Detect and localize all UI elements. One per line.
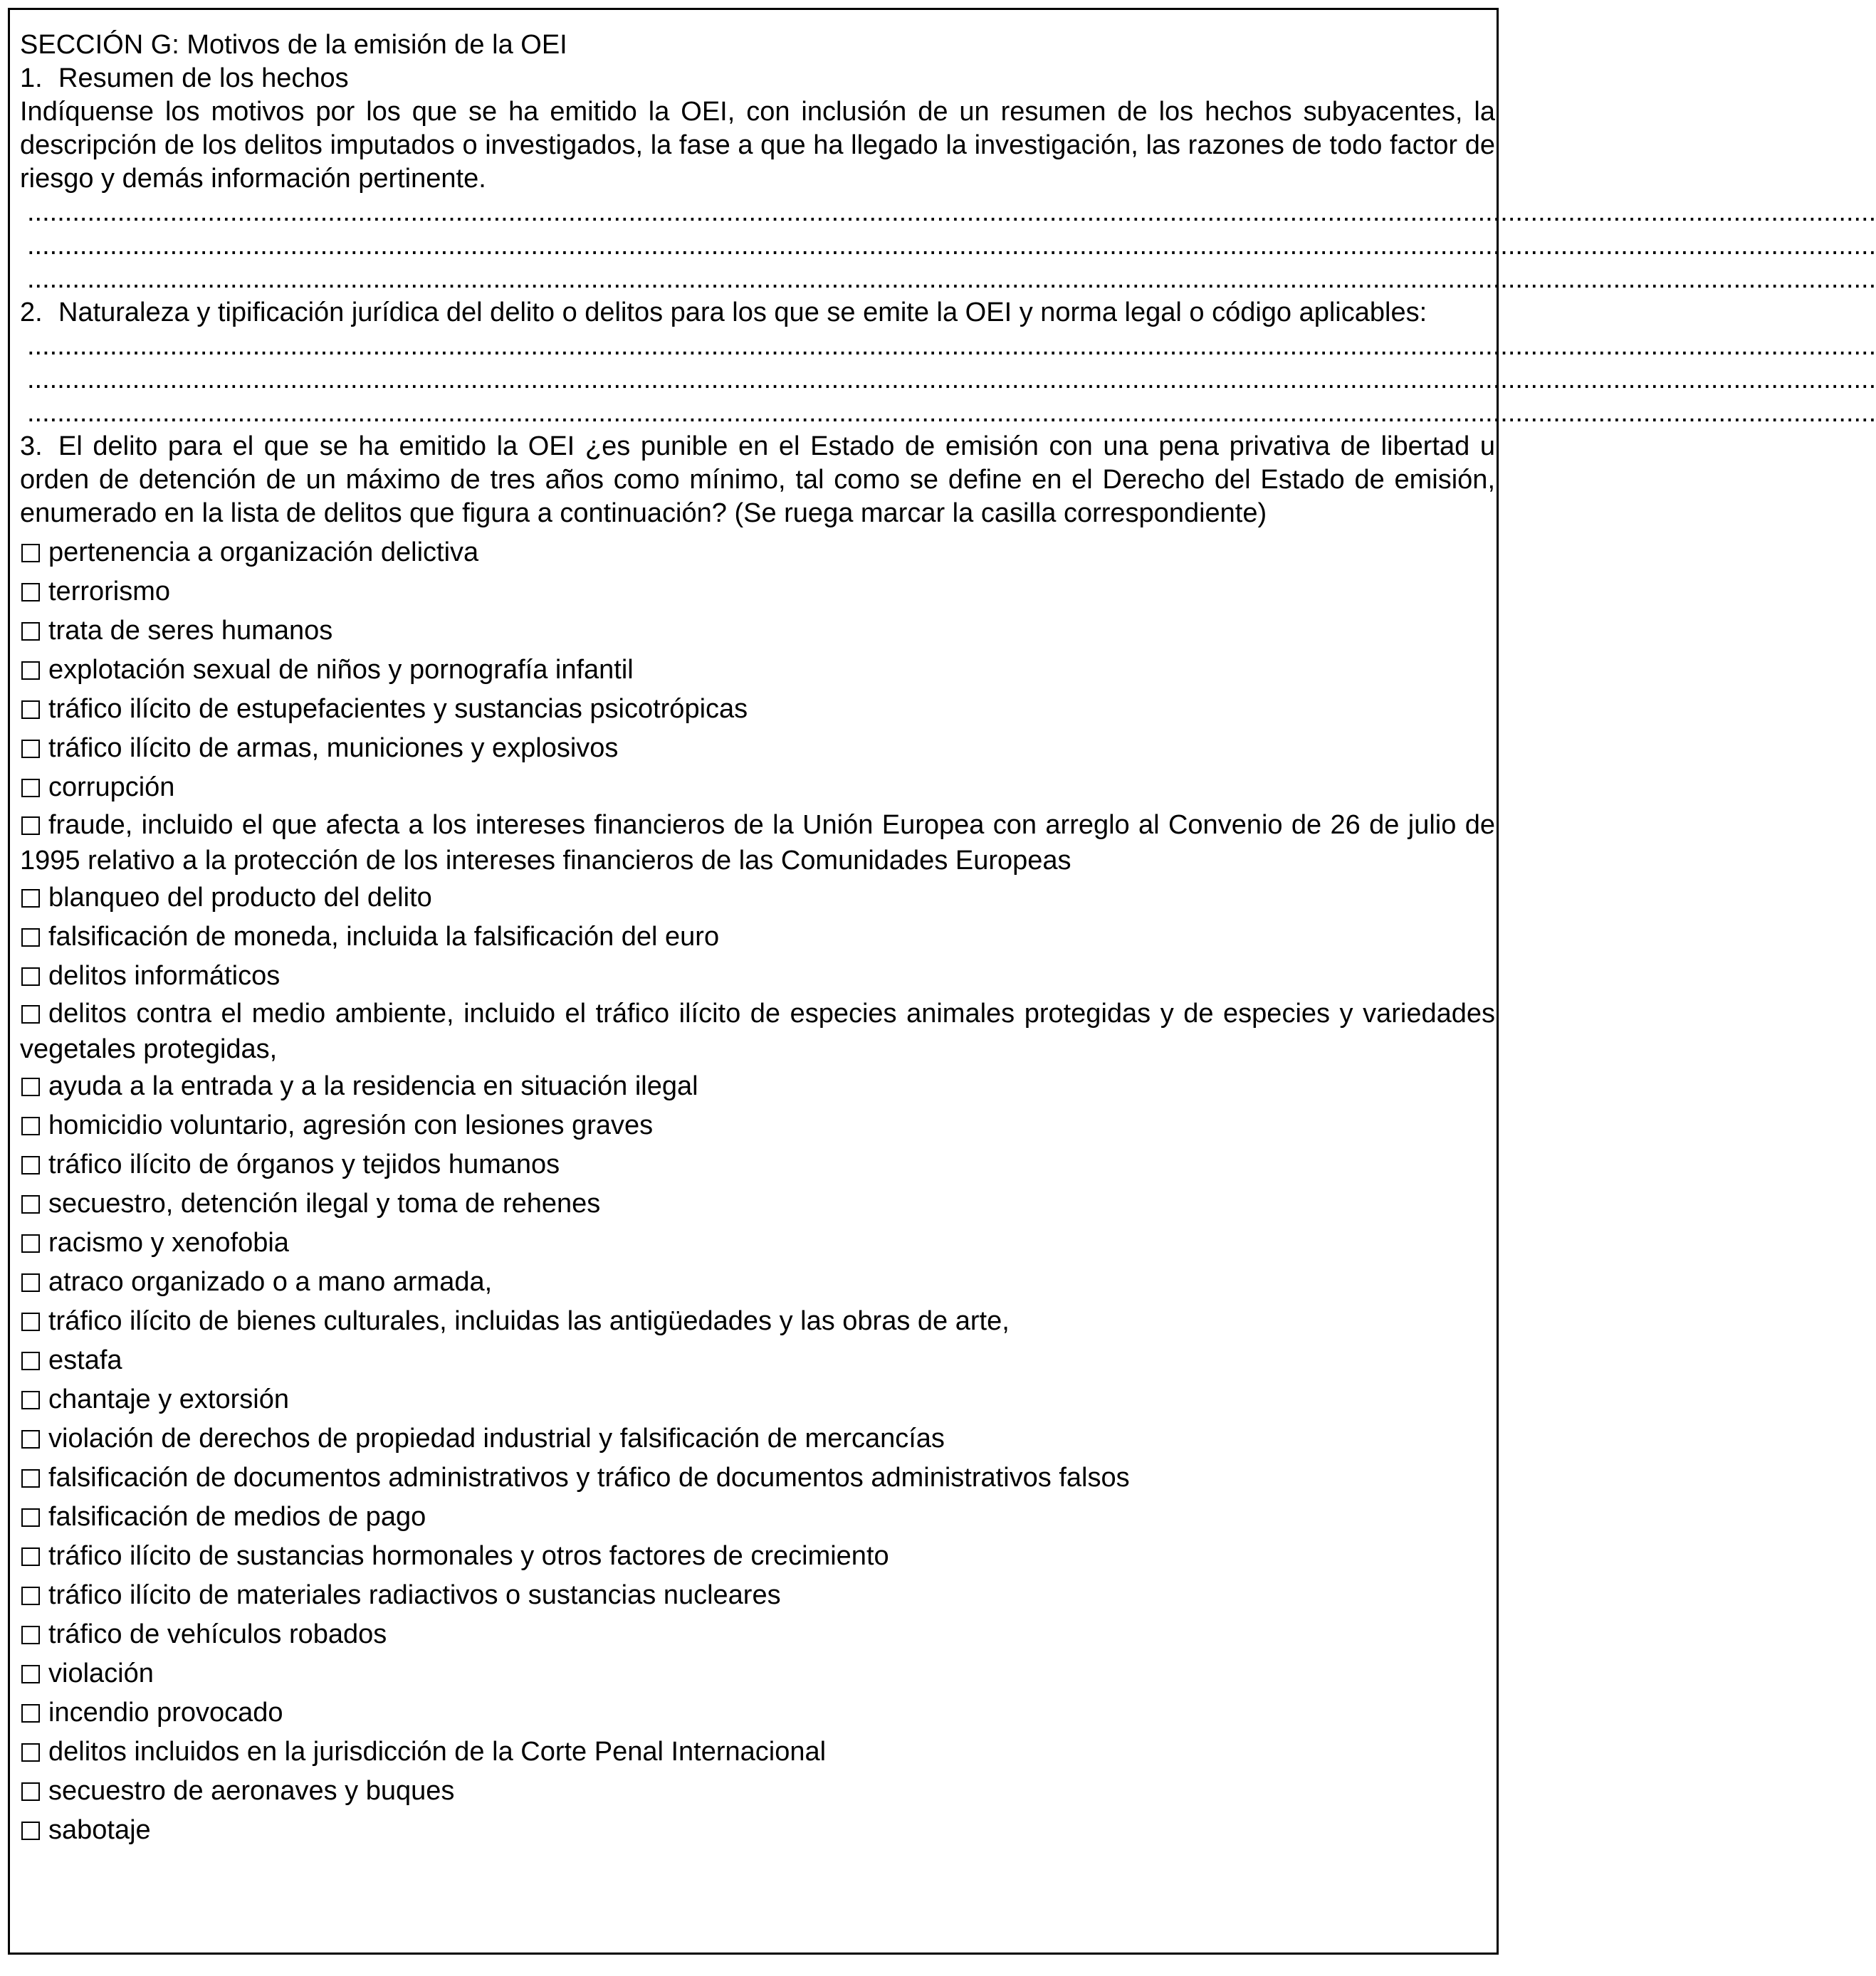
offence-label: secuestro de aeronaves y buques bbox=[48, 1776, 455, 1806]
offence-item[interactable] bbox=[20, 1419, 1495, 1459]
checkbox-icon[interactable] bbox=[21, 700, 40, 719]
section-g-content bbox=[20, 28, 1876, 1850]
q1-instructions: Indíquense los motivos por los que se ha emitido la OEI, con inclusión de un resumen de los hechos subyacentes, la descripción de los delitos imputados o investigados, la fase a que ha llegado la investigación, las razones de todo factor de riesgo y demás información pertinente. bbox=[20, 97, 1495, 194]
checkbox-icon[interactable] bbox=[21, 967, 40, 986]
checkbox-icon[interactable] bbox=[21, 1469, 40, 1488]
checkbox-icon[interactable] bbox=[21, 544, 40, 562]
offence-checklist bbox=[20, 533, 1495, 1850]
checkbox-icon[interactable] bbox=[21, 1391, 40, 1409]
offence-item[interactable] bbox=[20, 1811, 1495, 1850]
checkbox-icon[interactable] bbox=[21, 1313, 40, 1331]
offence-item[interactable] bbox=[20, 918, 1495, 957]
offence-label: racismo y xenofobia bbox=[48, 1228, 289, 1258]
q2-number: 2. bbox=[20, 298, 43, 327]
offence-item[interactable] bbox=[20, 1380, 1495, 1419]
q3-text-block bbox=[20, 430, 1495, 530]
checkbox-icon[interactable] bbox=[21, 779, 40, 797]
offence-item[interactable] bbox=[20, 957, 1495, 996]
offence-item[interactable] bbox=[20, 533, 1495, 572]
q2-text-block bbox=[20, 296, 1495, 330]
checkbox-icon[interactable] bbox=[21, 1273, 40, 1292]
offence-label: falsificación de medios de pago bbox=[48, 1502, 426, 1532]
checkbox-icon[interactable] bbox=[21, 1782, 40, 1801]
q3-number: 3. bbox=[20, 431, 43, 461]
offence-item[interactable] bbox=[20, 1459, 1495, 1498]
offence-item[interactable] bbox=[20, 1537, 1495, 1576]
checkbox-icon[interactable] bbox=[21, 1743, 40, 1762]
offence-label: explotación sexual de niños y pornografía infantil bbox=[48, 655, 634, 685]
q1-number: 1. bbox=[20, 63, 43, 93]
offence-item[interactable] bbox=[20, 1693, 1495, 1733]
checkbox-icon[interactable] bbox=[21, 1626, 40, 1644]
checkbox-icon[interactable] bbox=[21, 1156, 40, 1174]
offence-item[interactable] bbox=[20, 1067, 1495, 1106]
offence-label: terrorismo bbox=[48, 577, 171, 606]
offence-item[interactable] bbox=[20, 1654, 1495, 1693]
offence-item[interactable] bbox=[20, 996, 1495, 1067]
checkbox-icon[interactable] bbox=[21, 928, 40, 947]
checkbox-icon[interactable] bbox=[21, 1704, 40, 1723]
offence-label: secuestro, detención ilegal y toma de rehenes bbox=[48, 1189, 601, 1219]
offence-label: corrupción bbox=[48, 772, 175, 802]
checkbox-icon[interactable] bbox=[21, 740, 40, 758]
offence-label: trata de seres humanos bbox=[48, 616, 333, 646]
q1-answer-line-1[interactable]: ...................................................................................................................................................................................................................................................... bbox=[27, 197, 1876, 227]
offence-label: chantaje y extorsión bbox=[48, 1384, 289, 1414]
offence-item[interactable] bbox=[20, 768, 1495, 807]
offence-label: tráfico de vehículos robados bbox=[48, 1619, 387, 1649]
offence-label: delitos contra el medio ambiente, incluido el tráfico ilícito de especies animales protegidas y de especies y variedades vegetales protegidas, bbox=[20, 999, 1495, 1064]
checkbox-icon[interactable] bbox=[21, 1234, 40, 1253]
q2-answer-line-2[interactable]: ...................................................................................................................................................................................................................................................... bbox=[27, 364, 1876, 394]
q2-text: Naturaleza y tipificación jurídica del delito o delitos para los que se emite la OEI y norma legal o código aplicables: bbox=[58, 298, 1427, 327]
offence-label: falsificación de documentos administrativos y tráfico de documentos administrativos falsos bbox=[48, 1463, 1130, 1493]
checkbox-icon[interactable] bbox=[21, 1117, 40, 1135]
offence-item[interactable] bbox=[20, 1615, 1495, 1654]
offence-label: estafa bbox=[48, 1345, 122, 1375]
offence-label: ayuda a la entrada y a la residencia en situación ilegal bbox=[48, 1071, 698, 1101]
checkbox-icon[interactable] bbox=[21, 1547, 40, 1566]
q1-heading bbox=[20, 62, 1495, 95]
checkbox-icon[interactable] bbox=[21, 583, 40, 601]
q1-answer-line-2[interactable]: ...................................................................................................................................................................................................................................................... bbox=[27, 231, 1876, 261]
offence-item[interactable] bbox=[20, 1145, 1495, 1184]
offence-label: tráfico ilícito de sustancias hormonales y otros factores de crecimiento bbox=[48, 1541, 889, 1571]
checkbox-icon[interactable] bbox=[21, 1195, 40, 1214]
offence-label: tráfico ilícito de estupefacientes y sustancias psicotrópicas bbox=[48, 694, 748, 724]
checkbox-icon[interactable] bbox=[21, 1665, 40, 1683]
offence-label: homicidio voluntario, agresión con lesiones graves bbox=[48, 1110, 654, 1140]
offence-label: sabotaje bbox=[48, 1815, 151, 1845]
offence-item[interactable] bbox=[20, 611, 1495, 651]
offence-label: fraude, incluido el que afecta a los intereses financieros de la Unión Europea con arreglo al Convenio de 26 de julio de 1995 relativo a la protección de los intereses financieros de las Comunidades Europeas bbox=[20, 810, 1495, 876]
checkbox-icon[interactable] bbox=[21, 1352, 40, 1370]
offence-item[interactable] bbox=[20, 1184, 1495, 1224]
offence-item[interactable] bbox=[20, 1263, 1495, 1302]
checkbox-icon[interactable] bbox=[21, 889, 40, 908]
offence-label: incendio provocado bbox=[48, 1698, 283, 1728]
offence-label: violación bbox=[48, 1659, 154, 1688]
checkbox-icon[interactable] bbox=[21, 622, 40, 641]
offence-label: violación de derechos de propiedad industrial y falsificación de mercancías bbox=[48, 1424, 945, 1454]
offence-label: blanqueo del producto del delito bbox=[48, 883, 432, 913]
offence-label: delitos incluidos en la jurisdicción de la Corte Penal Internacional bbox=[48, 1737, 827, 1767]
offence-item[interactable] bbox=[20, 651, 1495, 690]
offence-item[interactable] bbox=[20, 572, 1495, 611]
offence-item[interactable] bbox=[20, 1576, 1495, 1615]
section-title: SECCIÓN G: Motivos de la emisión de la OEI bbox=[20, 30, 567, 60]
checkbox-icon[interactable] bbox=[21, 661, 40, 680]
q2-answer-line-1[interactable]: ...................................................................................................................................................................................................................................................... bbox=[27, 331, 1876, 361]
offence-item[interactable] bbox=[20, 690, 1495, 729]
q1-title: Resumen de los hechos bbox=[58, 63, 349, 93]
offence-item[interactable] bbox=[20, 1772, 1495, 1811]
offence-label: tráfico ilícito de bienes culturales, incluidas las antigüedades y las obras de arte, bbox=[48, 1306, 1010, 1336]
offence-item[interactable] bbox=[20, 1224, 1495, 1263]
offence-item[interactable] bbox=[20, 1106, 1495, 1145]
offence-label: tráfico ilícito de órganos y tejidos humanos bbox=[48, 1150, 560, 1179]
offence-label: delitos informáticos bbox=[48, 961, 281, 991]
offence-item[interactable] bbox=[20, 1302, 1495, 1341]
q1-answer-line-3[interactable]: ...................................................................................................................................................................................................................................................... bbox=[27, 264, 1876, 294]
offence-label: tráfico ilícito de materiales radiactivos o sustancias nucleares bbox=[48, 1580, 781, 1610]
checkbox-icon[interactable] bbox=[21, 1078, 40, 1096]
offence-item[interactable] bbox=[20, 878, 1495, 918]
offence-label: falsificación de moneda, incluida la falsificación del euro bbox=[48, 922, 720, 952]
offence-label: tráfico ilícito de armas, municiones y explosivos bbox=[48, 733, 619, 763]
checkbox-icon[interactable] bbox=[21, 1587, 40, 1605]
offence-label: atraco organizado o a mano armada, bbox=[48, 1267, 493, 1297]
checkbox-icon[interactable] bbox=[21, 1508, 40, 1527]
offence-label: pertenencia a organización delictiva bbox=[48, 537, 479, 567]
offence-item[interactable] bbox=[20, 729, 1495, 768]
checkbox-icon[interactable] bbox=[21, 1822, 40, 1840]
offence-item[interactable] bbox=[20, 1341, 1495, 1380]
checkbox-icon[interactable] bbox=[21, 1005, 40, 1024]
checkbox-icon[interactable] bbox=[21, 1430, 40, 1449]
q3-text: El delito para el que se ha emitido la OEI ¿es punible en el Estado de emisión con una pena privativa de libertad u orden de detención de un máximo de tres años como mínimo, tal como se define en el Derecho del Estado de emisión, enumerado en la lista de delitos que figura a continuación? (Se ruega marcar la casilla correspondiente) bbox=[20, 431, 1495, 528]
offence-item[interactable] bbox=[20, 1498, 1495, 1537]
q2-answer-line-3[interactable]: ...................................................................................................................................................................................................................................................... bbox=[27, 398, 1876, 428]
offence-item[interactable] bbox=[20, 807, 1495, 878]
checkbox-icon[interactable] bbox=[21, 816, 40, 835]
offence-item[interactable] bbox=[20, 1733, 1495, 1772]
